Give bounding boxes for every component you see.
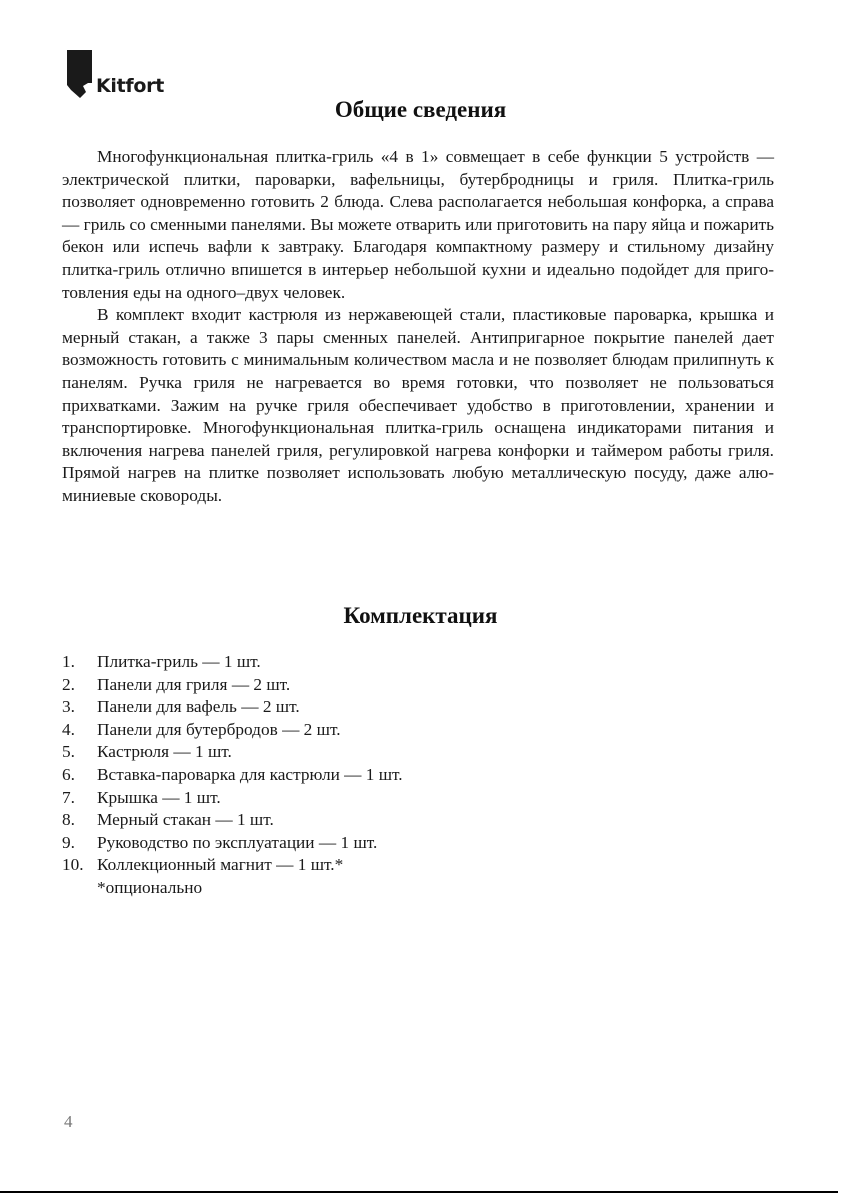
item-text: Панели для вафель — 2 шт. bbox=[97, 697, 300, 717]
kitfort-logo-icon bbox=[67, 50, 93, 100]
kit-list bbox=[62, 651, 403, 877]
item-number: 6. bbox=[62, 764, 75, 784]
item-number: 2. bbox=[62, 674, 75, 694]
list-item bbox=[62, 787, 403, 810]
list-item bbox=[62, 651, 403, 674]
item-text: Плитка-гриль — 1 шт. bbox=[97, 652, 261, 671]
item-number: 7. bbox=[62, 787, 75, 807]
list-item bbox=[62, 674, 403, 697]
list-item bbox=[62, 764, 403, 787]
general-body bbox=[62, 146, 774, 508]
brand-logo bbox=[67, 50, 177, 102]
list-item bbox=[62, 741, 403, 764]
item-number: 3. bbox=[62, 697, 75, 717]
item-text: Руководство по эксплуатации — 1 шт. bbox=[97, 832, 378, 852]
paragraph: Многофункциональная плитка-гриль «4 в 1» совмещает в себе функции 5 устройств — электрической плитки, пароварки, вафельницы, бутербродницы и гриля. Плитка-гриль позволяет одновременно готовить 2 блюда. Слева располагается небольшая конфорка, а справа — гриль со сменными панелями. Вы можете отварить или приготовить на пару яйца и пожарить бекон или испечь вафли к завтраку. Благодаря компактному размеру и стильному дизайну плитка-гриль отлично впишется в интерьер небольшой кухни и идеально подойдет для приготовления еды на одного–двух человек. bbox=[62, 147, 774, 302]
list-item bbox=[62, 854, 403, 877]
list-item bbox=[62, 696, 403, 719]
item-text: Вставка-пароварка для кастрюли — 1 шт. bbox=[97, 764, 403, 784]
optional-note: *опционально bbox=[97, 878, 203, 897]
paragraph: В комплект входит кастрюля из нержавеющей стали, пластиковые пароварка, крышка и мерный стакан, а также 3 пары сменных панелей. Антипригарное покрытие панелей дает возможность готовить с минимальным количеством масла и не позволяет блюдам прилипнуть к панелям. Ручка гриля не нагревается во время готовки, что позволяет не пользоваться прихватками. Зажим на ручке гриля обеспечивает удобство в приготовлении, хранении и транспортировке. Многофункциональная плитка-гриль оснащена индикаторами питания и включения нагрева панелей гриля, регулировкой нагрева конфорки и таймером работы гриля. Прямой нагрев на плитке позволяет использовать любую металлическую посуду, даже алюминиевые сковороды. bbox=[62, 305, 774, 505]
item-text: Коллекционный магнит — 1 шт.* bbox=[97, 855, 344, 875]
item-number: 10. bbox=[62, 855, 84, 875]
item-number: 9. bbox=[62, 832, 75, 852]
item-number: 1. bbox=[62, 652, 75, 671]
item-text: Панели для гриля — 2 шт. bbox=[97, 674, 291, 694]
page-number: 4 bbox=[64, 1112, 73, 1131]
list-item bbox=[62, 809, 403, 832]
section-title-general: Общие сведения bbox=[334, 97, 507, 122]
item-text: Крышка — 1 шт. bbox=[97, 787, 221, 807]
item-text: Мерный стакан — 1 шт. bbox=[97, 810, 274, 830]
item-text: Панели для бутербродов — 2 шт. bbox=[97, 719, 341, 739]
section-title-kit: Комплектация bbox=[343, 603, 498, 628]
list-item bbox=[62, 719, 403, 742]
item-text: Кастрюля — 1 шт. bbox=[97, 742, 232, 762]
brand-name: Kitfort bbox=[96, 75, 164, 97]
item-number: 8. bbox=[62, 810, 75, 830]
list-item bbox=[62, 832, 403, 855]
item-number: 4. bbox=[62, 719, 75, 739]
item-number: 5. bbox=[62, 742, 75, 762]
